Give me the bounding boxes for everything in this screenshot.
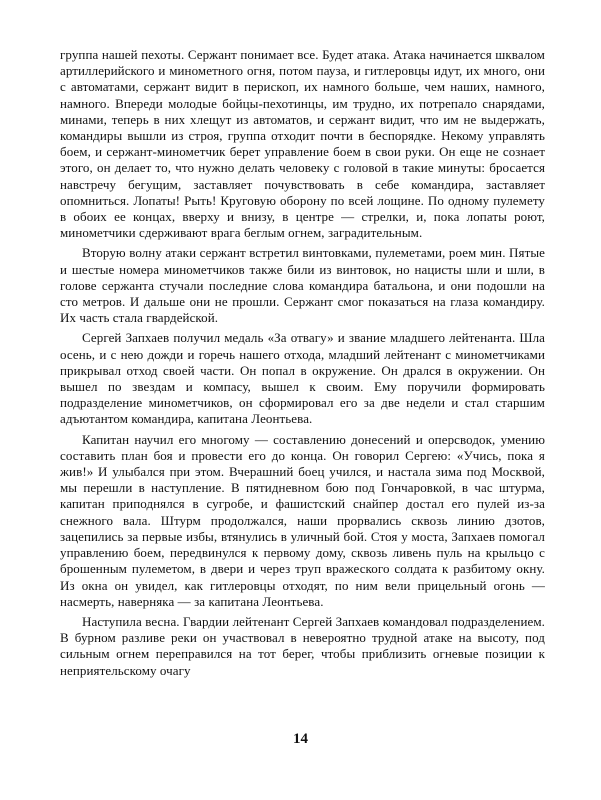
body-text [60, 47, 545, 679]
paragraph-3: Сергей Запхаев получил медаль «За отвагу» и звание младшего лейтенанта. Шла осень, и с нею дожди и горечь нашего отхода, младший лейтенант с минометчиками прикрывал отход своей части. Он попал в окружение. Он дрался в окружении. Он вышел по звездам и компасу, вышел к своим. Ему поручили формировать подразделение минометчиков, он сформировал его за две недели и стал старшим адъютантом командира, капитана Леонтьева. [60, 330, 545, 427]
paragraph-4: Капитан научил его многому — составлению донесений и оперсводок, умению составить план боя и провести его до конца. Он говорил Сергею: «Учись, пока я жив!» И улыбался при этом. Вчерашний боец учился, и настала зима под Москвой, мы перешли в наступление. В пятидневном бою под Гончаровкой, в час штурма, капитан приподнялся в сугробе, и фашистский снайпер достал его пулей из-за снежного вала. Штурм продолжался, наши прорвались сквозь линию дзотов, зацепились за первые избы, втянулись в уличный бой. Стоя у моста, Запхаев помогал управлению боем, передвинулся к первому дому, сквозь ливень пуль на крыльцо с брошенным пулеметом, в двери и через труп вражеского солдата к разбитому окну. Из окна он увидел, как гитлеровцы отходят, по ним вели прицельный огонь — насмерть, наверняка — за капитана Леонтьева. [60, 431, 545, 609]
paragraph-2: Вторую волну атаки сержант встретил винтовками, пулеметами, роем мин. Пятые и шестые номера минометчиков также били из винтовок, но нацисты шли и шли, в голове сержанта стучали последние слова командира батальона, и они подошли на сто метров. И дальше они не прошли. Сержант смог показаться на глаза командиру. Их часть стала гвардейской. [60, 245, 545, 326]
paragraph-5: Наступила весна. Гвардии лейтенант Сергей Запхаев командовал подразделением. В бурном разливе реки он участвовал в невероятно трудной атаке на высоту, под сильным огнем переправился на тот берег, чтобы приблизить огневые позиции к неприятельскому очагу [60, 613, 545, 678]
page-number: 14 [293, 731, 308, 747]
paragraph-1: группа нашей пехоты. Сержант понимает все. Будет атака. Атака начинается шквалом артиллерийского и минометного огня, потом пауза, и гитлеровцы идут, их много, они с автоматами, сержант видит в перископ, их намного больше, чем наших, намного, намного. Впереди молодые бойцы-пехотинцы, им трудно, их потрепало снарядами, минами, теперь в них хлещут из автоматов, и сержант видит, что им не выдержать, командиры вышли из строя, группа отходит почти в беспорядке. Некому управлять боем, и сержант-минометчик берет управление боем в свои руки. Он еще не сознает этого, он делает то, что нужно делать человеку с головой в такие минуты: бросается навстречу бегущим, заставляет почувствовать в себе командира, заставляет опомниться. Лопаты! Рыть! Круговую оборону по всей лощине. По одному пулемету в обоих ее концах, вверху и внизу, в центре — стрелки, и, пока лопаты роют, минометчики сдерживают врага беглым огнем, заградительным. [60, 47, 545, 241]
